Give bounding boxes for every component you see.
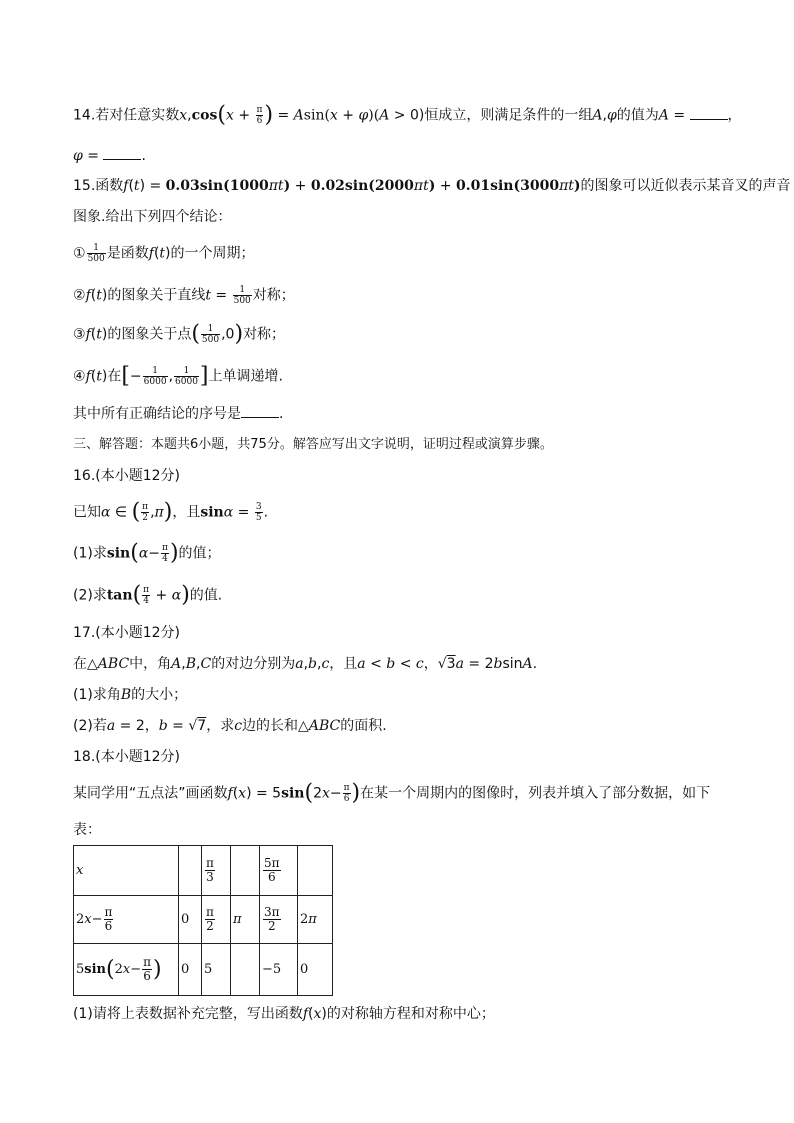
q18-stem: 某同学用“五点法”画函数f(x) = 5sin(2x− $\frac{\pi}{6}$ )在某一个周期内的图像时，列表并填入了部分数据，如下 (73, 780, 711, 806)
q17-header: 17.(本小题12分) (73, 625, 181, 641)
table-cell: $\frac{3\pi}{2}$ (260, 896, 298, 944)
table-cell: −5 (260, 944, 298, 996)
table-row (74, 846, 333, 896)
table-cell (179, 846, 202, 896)
q14-line2: φ = . (73, 148, 146, 164)
table-cell: x (74, 846, 179, 896)
table-cell: $\frac{\pi}{3}$ (202, 846, 231, 896)
q17-part2: (2)若a = 2，b = √7，求c边的长和△ABC的面积. (73, 718, 387, 734)
q16-part1: (1)求sin(α− $\frac{\pi}{4}$ )的值； (73, 540, 221, 566)
section-3-heading: 三、解答题：本题共6小题，共75分。解答应写出文字说明，证明过程或演算步骤。 (73, 437, 553, 452)
q15-line2: 图象.给出下列四个结论： (73, 209, 232, 225)
answer-blank-A (690, 107, 728, 120)
table-cell (231, 846, 260, 896)
table-row (74, 896, 333, 944)
q15-item-2: ②f(t)的图象关于直线t = $\frac{1}{500}$ 对称； (73, 285, 295, 306)
answer-blank-phi (103, 147, 141, 160)
table-row (74, 944, 333, 996)
table-cell (231, 944, 260, 996)
q17-stem: 在△ABC中，角A,B,C的对边分别为a,b,c，且a < b < c，√3a = 2bsinA. (73, 656, 538, 672)
q15-item-3: ③f(t)的图象关于点( $\frac{1}{500}$ ,0)对称； (73, 321, 286, 347)
table-cell: 5sin(2x− $\frac{\pi}{6}$ ) (74, 944, 179, 996)
q16-stem: 已知α ∈ ( $\frac{\pi}{2}$ ,π)，且sinα = $\frac{3}{5}$ . (73, 499, 269, 525)
table-cell: $\frac{5\pi}{6}$ (260, 846, 298, 896)
table-cell: 2x− $\frac{\pi}{6}$ (74, 896, 179, 944)
q18-header: 18.(本小题12分) (73, 749, 181, 765)
q16-header: 16.(本小题12分) (73, 468, 181, 484)
table-cell (298, 846, 333, 896)
q15-line1: 15.函数f(t) = 0.03sin(1000πt) + 0.02sin(2000πt) + 0.01sin(3000πt)的图象可以近似表示某音叉的声音 (73, 178, 791, 194)
q14-label: 14. (73, 107, 96, 124)
table-cell: $\frac{\pi}{2}$ (202, 896, 231, 944)
q15-item-1: ① $\frac{1}{500}$ 是函数f(t)的一个周期； (73, 243, 255, 264)
table-cell: 2π (298, 896, 333, 944)
q14-line1: 14.若对任意实数x,cos(x + $\frac{\pi}{6}$ ) = Asin(x + φ)(A > 0)恒成立，则满足条件的一组A,φ的值为A = ， (73, 102, 742, 128)
table-cell: π (231, 896, 260, 944)
table-cell: 0 (298, 944, 333, 996)
q18-part1: (1)请将上表数据补充完整，写出函数f(x)的对称轴方程和对称中心； (73, 1006, 495, 1022)
q15-question: 其中所有正确结论的序号是 . (73, 406, 284, 422)
q15-item-4: ④f(t)在[− $\frac{1}{6000}$ , $\frac{1}{6000}$ ]上单调递增. (73, 363, 283, 389)
answer-blank-15 (241, 405, 279, 418)
q17-part1: (1)求角B的大小； (73, 687, 188, 703)
table-cell: 0 (179, 896, 202, 944)
table-cell: 5 (202, 944, 231, 996)
five-point-table (73, 845, 333, 996)
table-cell: 0 (179, 944, 202, 996)
q16-part2: (2)求tan( $\frac{\pi}{4}$ + α)的值. (73, 582, 223, 608)
q18-stem-cont: 表： (73, 822, 101, 838)
